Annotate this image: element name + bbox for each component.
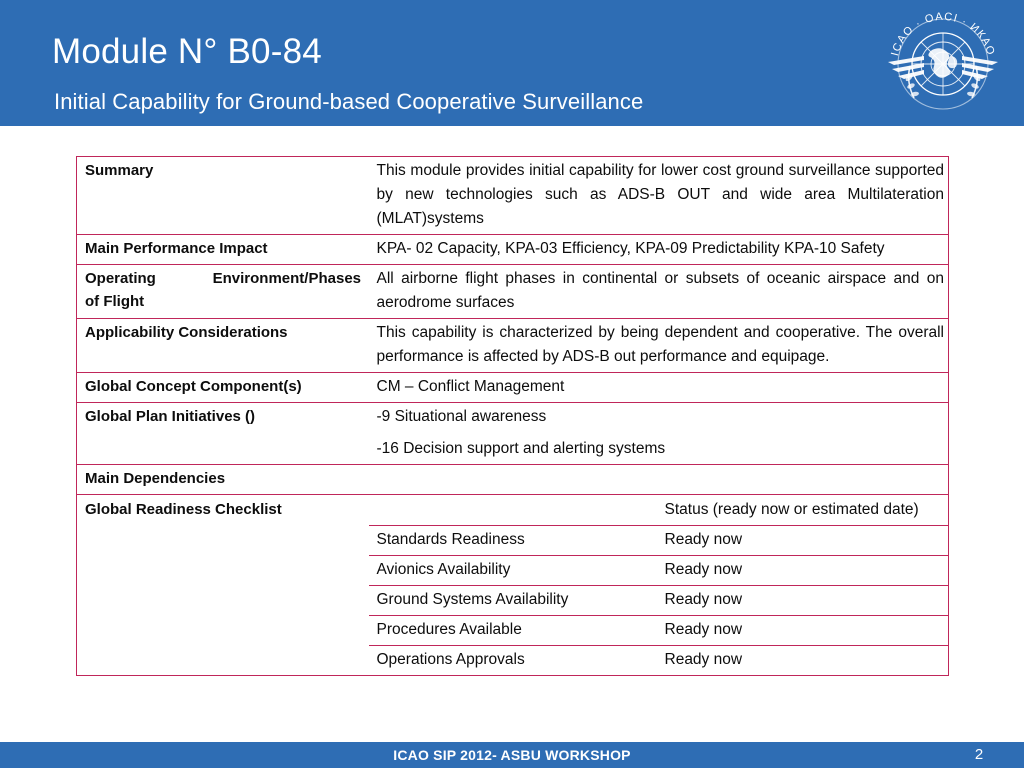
plan-initiatives-line2: -16 Decision support and alerting systems — [376, 440, 666, 457]
checklist-spacer-cell — [77, 526, 369, 556]
readiness-checklist-label-text: Global Readiness Checklist — [85, 501, 282, 518]
concept-component-label-text: Global Concept Component(s) — [85, 378, 302, 395]
operating-environment-label — [77, 265, 369, 319]
table-row-plan-initiatives — [77, 403, 949, 465]
checklist-item-name: Avionics Availability — [369, 556, 657, 586]
slide-footer-band — [0, 742, 1024, 768]
readiness-status-header: Status (ready now or estimated date) — [657, 495, 949, 526]
checklist-item-name: Ground Systems Availability — [369, 586, 657, 616]
table-row-performance-impact — [77, 235, 949, 265]
plan-initiatives-line1: -9 Situational awareness — [376, 408, 547, 425]
table-row-checklist-item — [77, 526, 949, 556]
checklist-item-status: Ready now — [657, 526, 949, 556]
checklist-spacer-cell — [77, 586, 369, 616]
icao-logo — [884, 6, 1002, 122]
checklist-item-status: Ready now — [657, 586, 949, 616]
checklist-item-name: Standards Readiness — [369, 526, 657, 556]
table-row-applicability — [77, 319, 949, 373]
plan-initiatives-gap — [377, 429, 945, 437]
table-row-readiness-header — [77, 495, 949, 526]
summary-label-text: Summary — [85, 162, 154, 179]
operating-environment-value: All airborne flight phases in continental or subsets of oceanic airspace and on aerodrome surfaces — [369, 265, 949, 319]
table-row-operating-environment — [77, 265, 949, 319]
footer-page-number: 2 — [974, 746, 984, 763]
performance-impact-label — [77, 235, 369, 265]
table-row-checklist-item — [77, 616, 949, 646]
readiness-checklist-label — [77, 495, 369, 526]
concept-component-label — [77, 373, 369, 403]
table-row-checklist-item — [77, 646, 949, 676]
checklist-item-name: Operations Approvals — [369, 646, 657, 676]
svg-text:ICAO · OACI · ИКАО: ICAO · OACI · ИКАО — [889, 10, 997, 58]
checklist-spacer-cell — [77, 616, 369, 646]
module-detail-table — [76, 156, 949, 676]
table-row-main-dependencies — [77, 465, 949, 495]
main-dependencies-label-text: Main Dependencies — [85, 470, 226, 487]
performance-impact-label-text: Main Performance Impact — [85, 240, 268, 257]
operating-environment-label-line1: Operating Environment/Phases — [85, 270, 361, 287]
checklist-spacer-cell — [77, 556, 369, 586]
plan-initiatives-label-text: Global Plan Initiatives () — [85, 408, 256, 425]
applicability-value: This capability is characterized by being dependent and cooperative. The overall performance is affected by ADS-B out performance and equipage. — [369, 319, 949, 373]
summary-label — [77, 157, 369, 235]
table-row-summary — [77, 157, 949, 235]
table-row-concept-component — [77, 373, 949, 403]
main-dependencies-label — [77, 465, 369, 495]
table-row-checklist-item — [77, 556, 949, 586]
applicability-label-text: Applicability Considerations — [85, 324, 288, 341]
checklist-item-name: Procedures Available — [369, 616, 657, 646]
checklist-item-status: Ready now — [657, 646, 949, 676]
checklist-item-status: Ready now — [657, 616, 949, 646]
checklist-item-status: Ready now — [657, 556, 949, 586]
plan-initiatives-value — [369, 403, 949, 465]
readiness-header-blank — [369, 495, 657, 526]
applicability-label — [77, 319, 369, 373]
plan-initiatives-label — [77, 403, 369, 465]
main-dependencies-value — [369, 465, 949, 495]
operating-environment-label-line2: of Flight — [85, 293, 145, 310]
performance-impact-value: KPA- 02 Capacity, KPA-03 Efficiency, KPA-09 Predictability KPA-10 Safety — [369, 235, 949, 265]
page-subtitle: Initial Capability for Ground-based Cooperative Surveillance — [54, 89, 644, 114]
footer-title: ICAO SIP 2012- ASBU WORKSHOP — [393, 747, 631, 763]
concept-component-value: CM – Conflict Management — [369, 373, 949, 403]
table-row-checklist-item — [77, 586, 949, 616]
page-title: Module N° B0-84 — [52, 32, 322, 71]
checklist-spacer-cell — [77, 646, 369, 676]
slide-header-band — [0, 0, 1024, 126]
summary-value: This module provides initial capability for lower cost ground surveillance supported by new technologies such as ADS-B OUT and wide area Multilateration (MLAT)systems — [369, 157, 949, 235]
